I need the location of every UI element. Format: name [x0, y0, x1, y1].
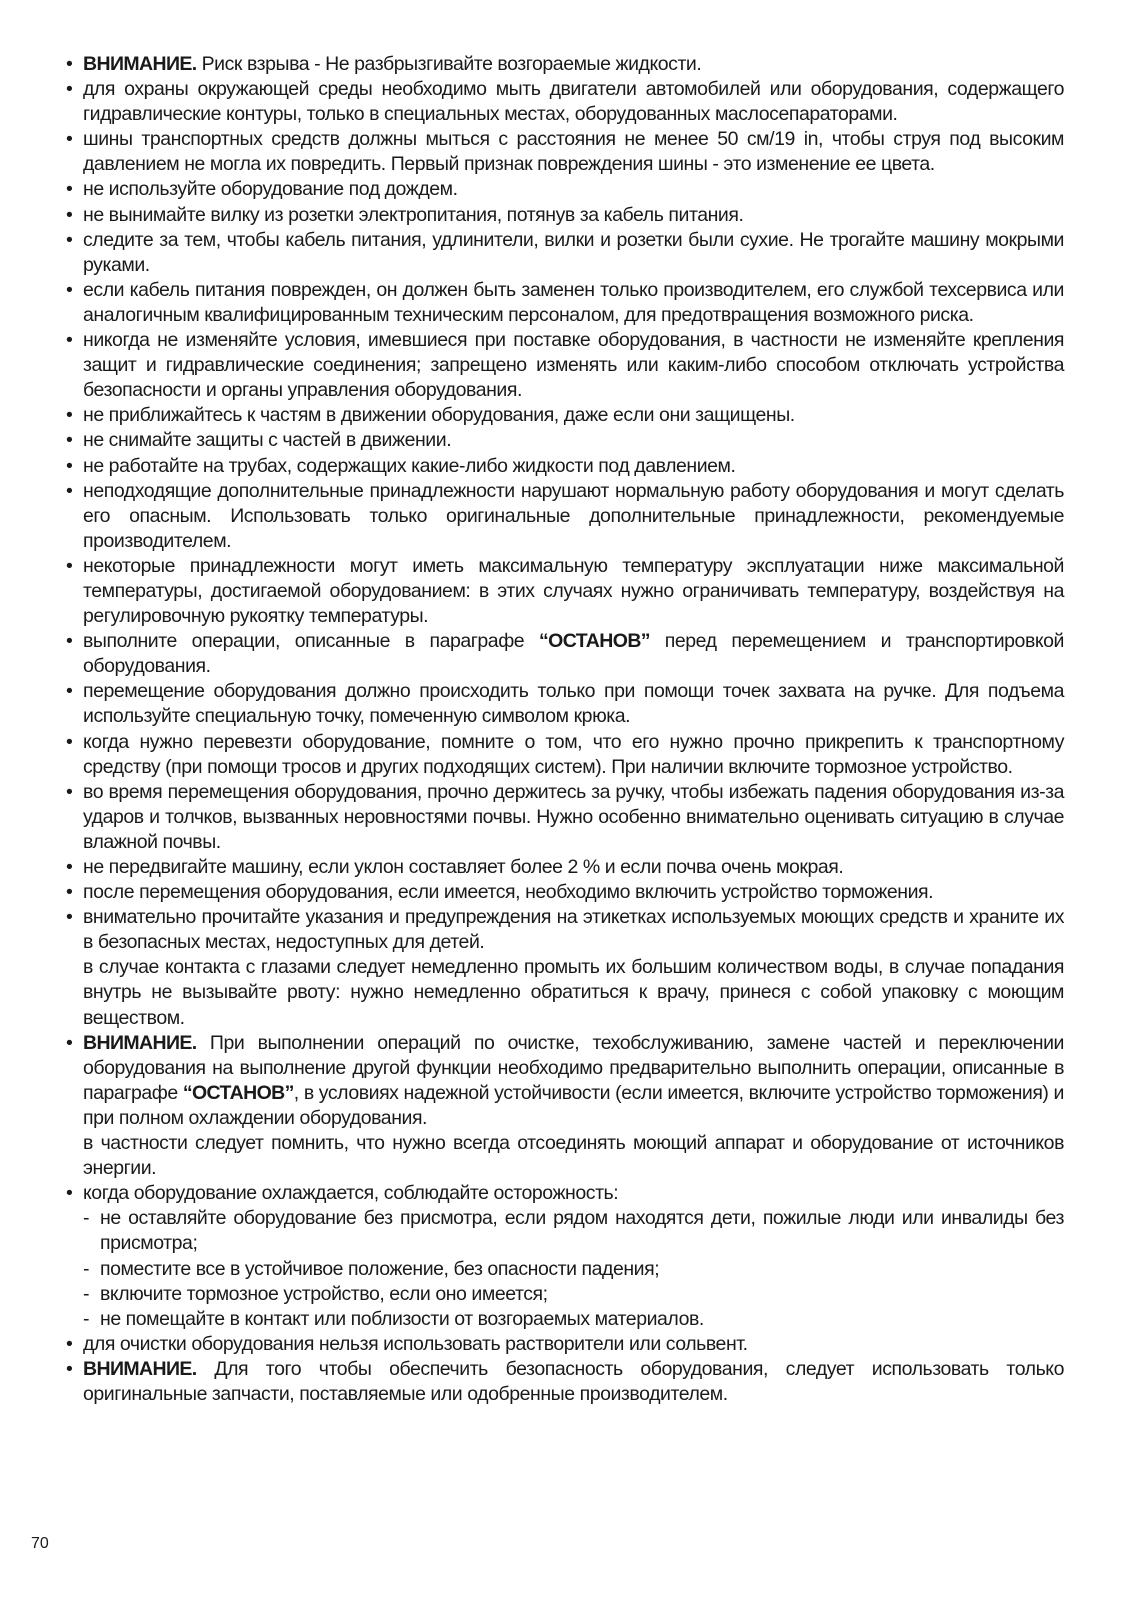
item-text: не снимайте защиты с частей в движении. — [83, 429, 452, 452]
warning-label: ВНИМАНИЕ. — [83, 53, 197, 75]
list-item — [66, 77, 1064, 127]
item-text: после перемещения оборудования, если имеется, необходимо включить устройство торможения. — [83, 881, 934, 904]
item-text: Для того чтобы обеспечить безопасность оборудования, следует использовать только оригинальные запчасти, поставляемые или одобренные производителем. — [83, 1357, 1064, 1405]
sub-item — [66, 1282, 1064, 1307]
item-text: не оставляйте оборудование без присмотра, если рядом находятся дети, пожилые люди или инвалиды без присмотра; — [100, 1207, 1064, 1255]
item-text: включите тормозное устройство, если оно имеется; — [100, 1282, 548, 1305]
list-item — [66, 328, 1064, 403]
item-text: для очистки оборудования нельзя использовать растворители или сольвент. — [83, 1332, 748, 1355]
warning-label: ВНИМАНИЕ. — [83, 1031, 197, 1054]
warning-label: ВНИМАНИЕ. — [83, 1357, 197, 1380]
item-text: следите за тем, чтобы кабель питания, удлинители, вилки и розетки были сухие. Не трогайте машину мокрыми руками. — [83, 228, 1064, 276]
list-item — [66, 730, 1064, 780]
item-text: внимательно прочитайте указания и предупреждения на этикетках используемых моющих средств и храните их в безопасных местах, недоступных для детей. — [83, 906, 1064, 954]
item-text: в частности следует помнить, что нужно всегда отсоединять моющий аппарат и оборудование от источников энергии. — [83, 1132, 1064, 1180]
item-text: выполните операции, описанные в параграфе — [83, 630, 539, 653]
list-item — [66, 52, 1064, 77]
item-text: неподходящие дополнительные принадлежности нарушают нормальную работу оборудования и могут сделать его опасным. Использовать только оригинальные дополнительные принадлежности, рекомендуемые производителем. — [83, 479, 1064, 552]
section-reference: “ОСТАНОВ” — [182, 1081, 294, 1104]
item-text: в случае контакта с глазами следует немедленно промыть их большим количеством воды, в случае попадания внутрь не вызывайте рвоту: нужно немедленно обратиться к врачу, принеся с собой упаковку с моющим веществом. — [83, 956, 1064, 1029]
list-item — [66, 554, 1064, 629]
continuation-paragraph — [66, 955, 1064, 1030]
item-text: когда оборудование охлаждается, соблюдайте осторожность: — [83, 1182, 619, 1205]
document-body — [66, 52, 1064, 1407]
list-item — [66, 905, 1064, 955]
item-text: не приближайтесь к частям в движении оборудования, даже если они защищены. — [83, 404, 795, 427]
list-item — [66, 629, 1064, 679]
list-item — [66, 454, 1064, 479]
list-item — [66, 1332, 1064, 1357]
item-text: шины транспортных средств должны мыться с расстояния не менее 50 см/19 in, чтобы струя под высоким давлением не могла их повредить. Первый признак повреждения шины - это изменение ее цвета. — [83, 128, 1064, 176]
item-text: для охраны окружающей среды необходимо мыть двигатели автомобилей или оборудования, содержащего гидравлические контуры, только в специальных местах, оборудованных маслосепараторами. — [83, 78, 1064, 126]
list-item — [66, 428, 1064, 453]
section-reference: “ОСТАНОВ” — [538, 630, 650, 653]
sub-item — [66, 1257, 1064, 1282]
item-text: Риск взрыва - Не разбрызгивайте возгораемые жидкости. — [196, 53, 702, 75]
item-text: не передвигайте машину, если уклон составляет более 2 % и если почва очень мокрая. — [83, 856, 844, 878]
list-item — [66, 1181, 1064, 1206]
list-item — [66, 780, 1064, 855]
item-text: поместите все в устойчивое положение, без опасности падения; — [100, 1257, 660, 1280]
sub-item — [66, 1307, 1064, 1332]
list-item — [66, 127, 1064, 177]
list-item — [66, 403, 1064, 428]
item-text: не работайте на трубах, содержащих какие-либо жидкости под давлением. — [83, 454, 736, 477]
item-text: когда нужно перевезти оборудование, помните о том, что его нужно прочно прикрепить к транспортному средству (при помощи тросов и других подходящих систем). При наличии включите тормозное устройство. — [83, 730, 1064, 778]
item-text: если кабель питания поврежден, он должен быть заменен только производителем, его службой техсервиса или аналогичным квалифицированным техническим персоналом, для предотвращения возможного риска. — [83, 278, 1064, 326]
item-text: во время перемещения оборудования, прочно держитесь за ручку, чтобы избежать падения оборудования из-за ударов и толчков, вызванных неровностями почвы. Нужно особенно внимательно оценивать ситуацию в случае влажной почвы. — [83, 780, 1064, 853]
list-item — [66, 479, 1064, 554]
continuation-paragraph — [66, 1131, 1064, 1181]
item-text: не используйте оборудование под дождем. — [83, 178, 458, 201]
list-item — [66, 228, 1064, 278]
safety-instructions-list — [66, 52, 1064, 1407]
list-item — [66, 855, 1064, 880]
list-item — [66, 1031, 1064, 1131]
item-text: некоторые принадлежности могут иметь максимальную температуру эксплуатации ниже максимальной температуры, достигаемой оборудованием: в этих случаях нужно ограничивать температуру, воздействуя на регулировочную рукоятку температуры. — [83, 554, 1064, 628]
list-item — [66, 880, 1064, 905]
item-text: не помещайте в контакт или поблизости от возгораемых материалов. — [100, 1307, 704, 1330]
sub-item — [66, 1206, 1064, 1256]
item-text: перемещение оборудования должно происходить только при помощи точек захвата на ручке. Для подъема используйте специальную точку, помеченную символом крюка. — [83, 680, 1064, 728]
item-text: никогда не изменяйте условия, имевшиеся при поставке оборудования, в частности не изменяйте крепления защит и гидравлические соединения; запрещено изменять или каким-либо способом отключать устройства безопасности и органы управления оборудования. — [83, 329, 1064, 402]
item-text: не вынимайте вилку из розетки электропитания, потянув за кабель питания. — [83, 203, 744, 226]
page-number: 70 — [31, 1535, 49, 1552]
item-text: При выполнении операций по очистке, техобслуживанию, замене частей и переключении оборудования на выполнение другой функции необходимо предварительно выполнить операции, описанные в параграфе — [83, 1031, 1064, 1104]
list-item — [66, 1357, 1064, 1407]
item-text: , в условиях надежной устойчивости (если имеется, включите устройство торможения) и при полном охлаждении оборудования. — [83, 1081, 1064, 1129]
item-text: перед перемещением и транспортировкой оборудования. — [83, 630, 1064, 678]
list-item — [66, 203, 1064, 228]
list-item — [66, 278, 1064, 328]
list-item — [66, 679, 1064, 729]
list-item — [66, 177, 1064, 202]
